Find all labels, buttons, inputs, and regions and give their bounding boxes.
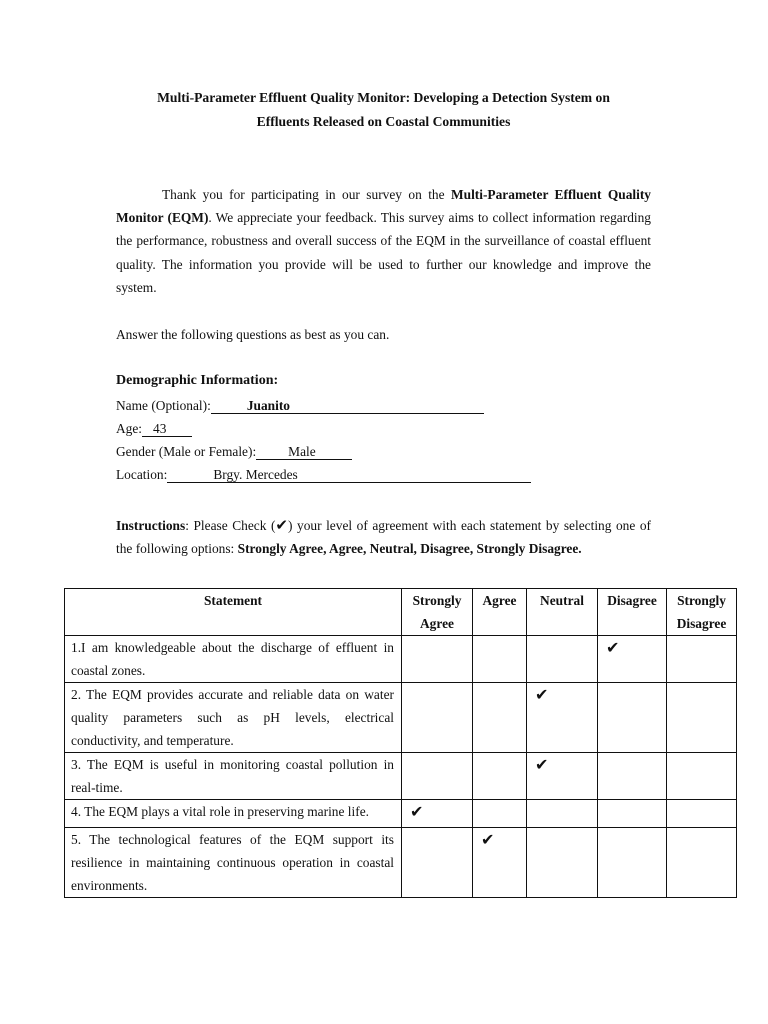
checkmark-icon: ✔	[535, 755, 549, 774]
checkmark-icon: ✔	[535, 685, 549, 704]
statement-cell: 1.I am knowledgeable about the discharge of effluent in coastal zones.	[65, 636, 402, 683]
response-cell-strongly-disagree[interactable]	[667, 753, 737, 800]
location-line	[167, 467, 531, 483]
statement-cell: 2. The EQM provides accurate and reliable data on water quality parameters such as pH levels, electrical conductivity, and temperature.	[65, 683, 402, 753]
checkmark-icon: ✔	[606, 638, 620, 657]
intro-text-1: Thank you for participating in our survey on the	[162, 187, 451, 202]
header-neutral: Neutral	[527, 589, 598, 636]
instructions-text-2: ) your level of agreement with each statement by selecting one of the following options:	[116, 518, 651, 557]
gender-value: Male	[288, 444, 316, 459]
response-cell-neutral[interactable]	[527, 828, 598, 898]
response-cell-disagree[interactable]	[598, 800, 667, 828]
gender-field	[116, 441, 352, 463]
table-row	[65, 828, 737, 898]
header-strongly-agree: Strongly Agree	[402, 589, 473, 636]
table-row	[65, 800, 737, 828]
response-cell-disagree[interactable]	[598, 753, 667, 800]
checkmark-icon: ✔	[275, 516, 288, 534]
table-row	[65, 683, 737, 753]
answer-prompt: Answer the following questions as best as you can.	[116, 327, 390, 342]
response-cell-agree[interactable]	[473, 828, 527, 898]
agreement-table	[64, 588, 737, 898]
title-line-2: Effluents Released on Coastal Communities	[256, 114, 511, 129]
response-cell-strongly-disagree[interactable]	[667, 636, 737, 683]
response-cell-strongly-disagree[interactable]	[667, 828, 737, 898]
age-field	[116, 418, 192, 440]
response-cell-agree[interactable]	[473, 636, 527, 683]
response-cell-strongly-disagree[interactable]	[667, 683, 737, 753]
location-field	[116, 464, 531, 486]
response-cell-strongly-agree[interactable]	[402, 683, 473, 753]
instructions-text-1: : Please Check (	[185, 518, 276, 533]
response-cell-neutral[interactable]	[527, 636, 598, 683]
title-line-1: Multi-Parameter Effluent Quality Monitor: Developing a Detection System on	[157, 90, 610, 105]
response-cell-agree[interactable]	[473, 683, 527, 753]
checkmark-icon: ✔	[410, 802, 424, 821]
name-value: Juanito	[246, 398, 290, 413]
response-cell-disagree[interactable]	[598, 636, 667, 683]
statement-cell: 3. The EQM is useful in monitoring coastal pollution in real-time.	[65, 753, 402, 800]
response-cell-strongly-agree[interactable]	[402, 800, 473, 828]
response-cell-strongly-agree[interactable]	[402, 753, 473, 800]
statement-cell: 4. The EQM plays a vital role in preserving marine life.	[65, 800, 402, 828]
location-value: Brgy. Mercedes	[213, 467, 298, 482]
header-statement: Statement	[65, 589, 402, 636]
intro-paragraph	[116, 183, 651, 299]
name-label: Name (Optional):	[116, 398, 211, 413]
gender-line	[256, 444, 352, 460]
instructions-label: Instructions	[116, 518, 186, 533]
statement-cell: 5. The technological features of the EQM support its resilience in maintaining continuous operation in coastal environments.	[65, 828, 402, 898]
age-label: Age:	[116, 421, 143, 436]
intro-text-2: . We appreciate your feedback. This survey aims to collect information regarding the performance, robustness and overall success of the EQM in the surveillance of coastal effluent quality. The information you provide will be used to further our knowledge and improve the system.	[116, 210, 651, 295]
header-disagree: Disagree	[598, 589, 667, 636]
response-cell-strongly-agree[interactable]	[402, 828, 473, 898]
response-cell-neutral[interactable]	[527, 800, 598, 828]
table-header-row	[65, 589, 737, 636]
age-value: 43	[153, 421, 167, 436]
document-title	[116, 86, 651, 134]
response-cell-disagree[interactable]	[598, 683, 667, 753]
response-cell-strongly-disagree[interactable]	[667, 800, 737, 828]
name-field	[116, 395, 484, 417]
header-agree: Agree	[473, 589, 527, 636]
gender-label: Gender (Male or Female):	[116, 444, 257, 459]
header-strongly-disagree: Strongly Disagree	[667, 589, 737, 636]
instructions-paragraph	[116, 514, 651, 561]
location-label: Location:	[116, 467, 168, 482]
checkmark-icon: ✔	[481, 830, 495, 849]
table-row	[65, 753, 737, 800]
response-cell-strongly-agree[interactable]	[402, 636, 473, 683]
response-cell-agree[interactable]	[473, 753, 527, 800]
table-row	[65, 636, 737, 683]
response-cell-agree[interactable]	[473, 800, 527, 828]
instructions-options: Strongly Agree, Agree, Neutral, Disagree, Strongly Disagree.	[237, 541, 582, 557]
demographics-heading: Demographic Information:	[116, 373, 279, 388]
response-cell-disagree[interactable]	[598, 828, 667, 898]
name-line	[211, 398, 484, 414]
response-cell-neutral[interactable]	[527, 683, 598, 753]
age-line	[142, 421, 192, 437]
intro-bold-eqm: Multi-Parameter Effluent Quality Monitor (EQM)	[116, 187, 651, 226]
response-cell-neutral[interactable]	[527, 753, 598, 800]
